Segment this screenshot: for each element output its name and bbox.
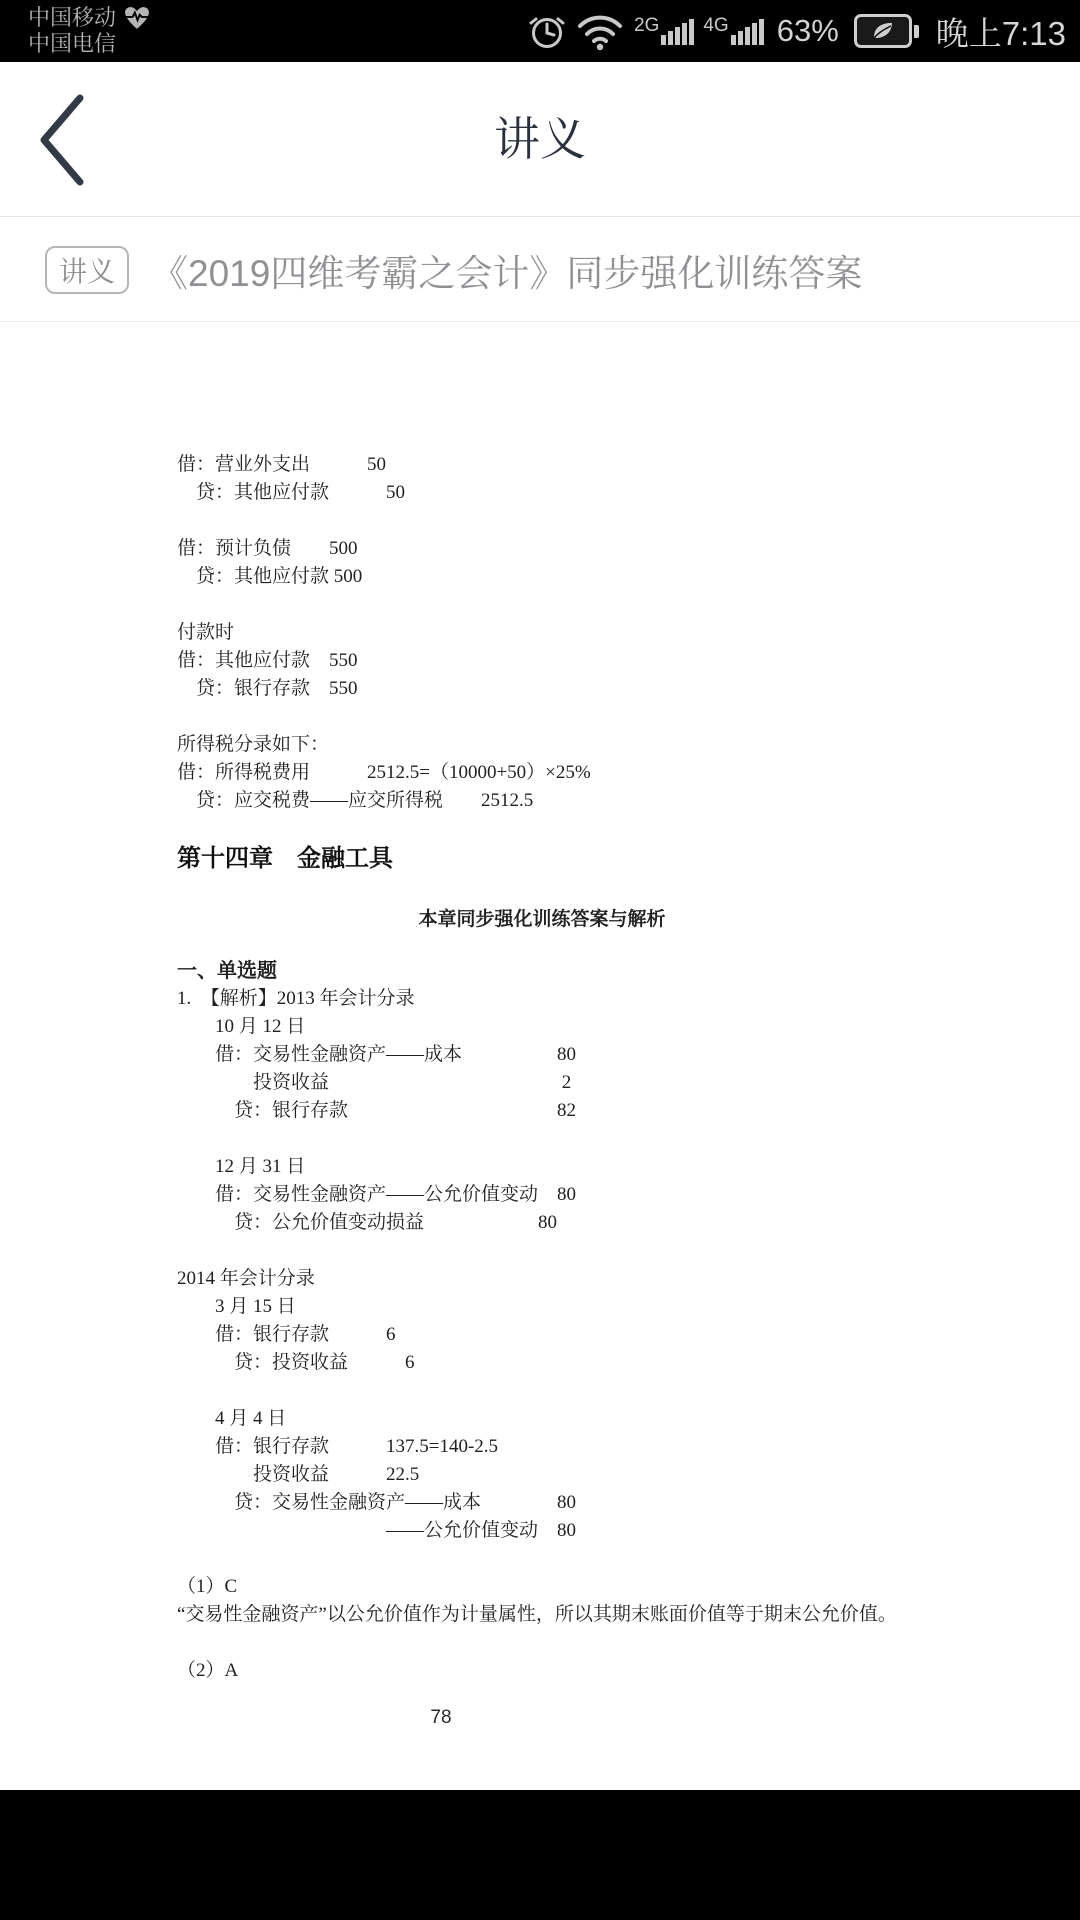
document-line: [177, 1377, 1080, 1405]
clock-time: 晚上7:13: [935, 14, 1066, 52]
page-title: 讲义: [494, 113, 586, 165]
document-line: 借：银行存款 137.5=140-2.5: [177, 1436, 499, 1457]
document-line: [177, 1237, 1080, 1265]
net-4g-label: 4G: [703, 15, 729, 36]
document-line: 借：交易性金融资产——公允价值变动 80: [177, 1184, 577, 1205]
app-header: [0, 62, 1080, 217]
document-line: 贷：应交税费——应交所得税 2512.5: [177, 790, 534, 811]
net-2g-label: 2G: [634, 15, 660, 36]
document-line: [177, 507, 1080, 535]
document-line: 贷：交易性金融资产——成本 80: [177, 1492, 577, 1513]
document-line: 12 月 31 日: [177, 1156, 306, 1177]
document-line: “交易性金融资产”以公允价值作为计量属性，所以其期末账面价值等于期末公允价值。: [177, 1604, 897, 1625]
document-line: （1）C: [177, 1576, 238, 1597]
document-line: 贷：其他应付款 50: [177, 482, 406, 503]
android-nav-bar: [0, 1790, 1080, 1920]
document-line: 贷：其他应付款 500: [177, 566, 363, 587]
document-line: 10 月 12 日: [177, 1016, 306, 1037]
document-line: 一、单选题: [177, 960, 277, 982]
document-line: （2）A: [177, 1660, 239, 1681]
document-line: 投资收益 2: [177, 1072, 572, 1093]
document-lines: [177, 451, 1080, 1685]
document-line: 贷：投资收益 6: [177, 1352, 415, 1373]
document-line: ——公允价值变动 80: [177, 1520, 577, 1541]
document-line: 1. 【解析】2013 年会计分录: [177, 988, 415, 1009]
handout-tag-badge: 讲义: [45, 246, 129, 294]
document-title-bar: [0, 218, 1080, 322]
document-line: 借：所得税费用 2512.5=（10000+50）×25%: [177, 762, 591, 783]
document-line: 贷：银行存款 82: [177, 1100, 577, 1121]
document-line: 借：银行存款 6: [177, 1324, 396, 1345]
signal-2g: [634, 11, 694, 51]
book-title: 《2019四维考霸之会计》同步强化训练答案: [151, 252, 863, 294]
signal-bars-icon: [731, 17, 764, 45]
status-indicators: [528, 0, 1066, 62]
document-line: 4 月 4 日: [177, 1408, 287, 1429]
wifi-icon: [575, 10, 625, 52]
status-bar: [0, 0, 1080, 62]
document-line: 贷：银行存款 550: [177, 678, 358, 699]
signal-4g: [703, 11, 763, 51]
document-line: 借：其他应付款 550: [177, 650, 358, 671]
battery-power-save-leaf-icon: [854, 14, 919, 48]
document-line: [177, 1629, 1080, 1657]
carrier-block: [28, 5, 150, 57]
document-page[interactable]: [0, 323, 1080, 1790]
document-line: 借：交易性金融资产——成本 80: [177, 1044, 577, 1065]
document-line: 借：预计负债 500: [177, 538, 358, 559]
document-line: 3 月 15 日: [177, 1296, 296, 1317]
document-line: 付款时: [177, 622, 235, 643]
document-line: 借：营业外支出 50: [177, 454, 387, 475]
heart-pulse-icon: [124, 6, 150, 30]
document-line: 投资收益 22.5: [177, 1464, 420, 1485]
document-line: 第十四章 金融工具: [177, 846, 393, 872]
alarm-clock-icon: [528, 11, 566, 51]
document-line: [177, 703, 1080, 731]
document-line: 贷：公允价值变动损益 80: [177, 1212, 558, 1233]
document-line: 所得税分录如下：: [177, 734, 330, 755]
document-line: [177, 1545, 1080, 1573]
carrier-2-label: 中国电信: [28, 31, 117, 56]
signal-bars-icon: [661, 17, 694, 45]
page-number: 78: [430, 1707, 452, 1728]
carrier-1-label: 中国移动: [28, 5, 117, 30]
document-line: [177, 591, 1080, 619]
document-line: [177, 1125, 1080, 1153]
document-line: 本章同步强化训练答案与解析: [418, 909, 666, 930]
document-line: 2014 年会计分录: [177, 1268, 315, 1289]
battery-percent: 63%: [776, 13, 839, 48]
